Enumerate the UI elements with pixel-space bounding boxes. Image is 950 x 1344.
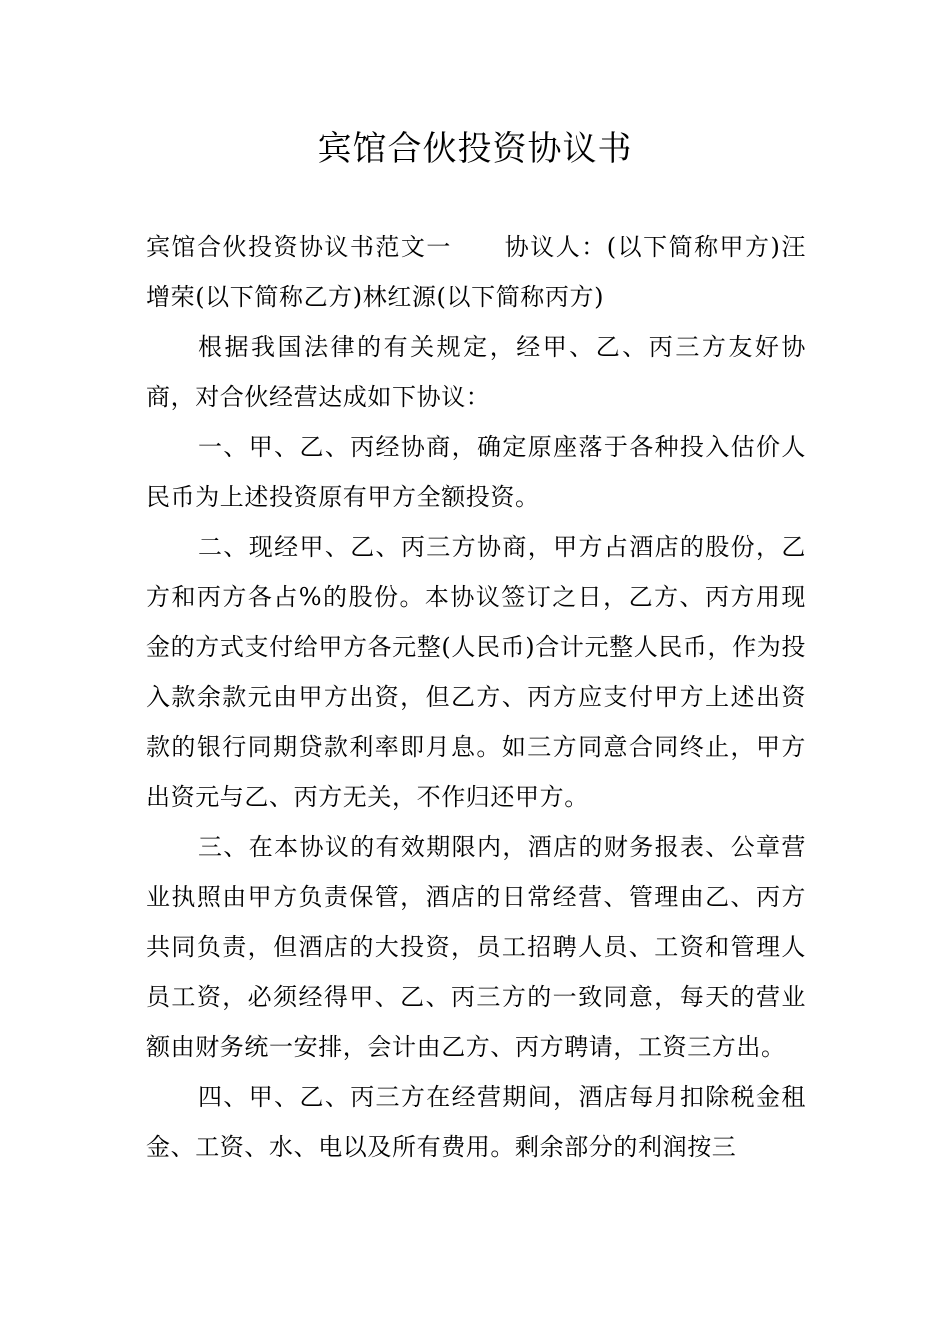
paragraph-clause-4: 四、甲、乙、丙三方在经营期间，酒店每月扣除税金租金、工资、水、电以及所有费用。剩余部分的利润按三 [146, 1083, 806, 1161]
paragraph-clause-2: 二、现经甲、乙、丙三方协商，甲方占酒店的股份，乙方和丙方各占%的股份。本协议签订之日，乙方、丙方用现金的方式支付给甲方各元整(人民币)合计元整人民币，作为投入款余款元由甲方出资，但乙方、丙方应支付甲方上述出资款的银行同期贷款利率即月息。如三方同意合同终止，甲方出资元与乙、丙方无关，不作归还甲方。 [146, 533, 806, 811]
document-body [146, 222, 806, 1172]
intro-paragraph [146, 222, 806, 322]
document-title: 宾馆合伙投资协议书 [317, 129, 633, 169]
paragraph-clause-1: 一、甲、乙、丙经协商，确定原座落于各种投入估价人民币为上述投资原有甲方全额投资。 [146, 433, 806, 511]
intro-parties: 协议人：(以下简称甲方)汪增荣(以下简称乙方)林红源(以下简称丙方) [146, 233, 806, 311]
paragraph-clause-3: 三、在本协议的有效期限内，酒店的财务报表、公章营业执照由甲方负责保管，酒店的日常经营、管理由乙、丙方共同负责，但酒店的大投资，员工招聘人员、工资和管理人员工资，必须经得甲、乙、丙三方的一致同意，每天的营业额由财务统一安排，会计由乙方、丙方聘请，工资三方出。 [146, 833, 806, 1061]
intro-heading: 宾馆合伙投资协议书范文一 [146, 233, 452, 261]
paragraph-preamble: 根据我国法律的有关规定，经甲、乙、丙三方友好协商，对合伙经营达成如下协议： [146, 333, 806, 411]
